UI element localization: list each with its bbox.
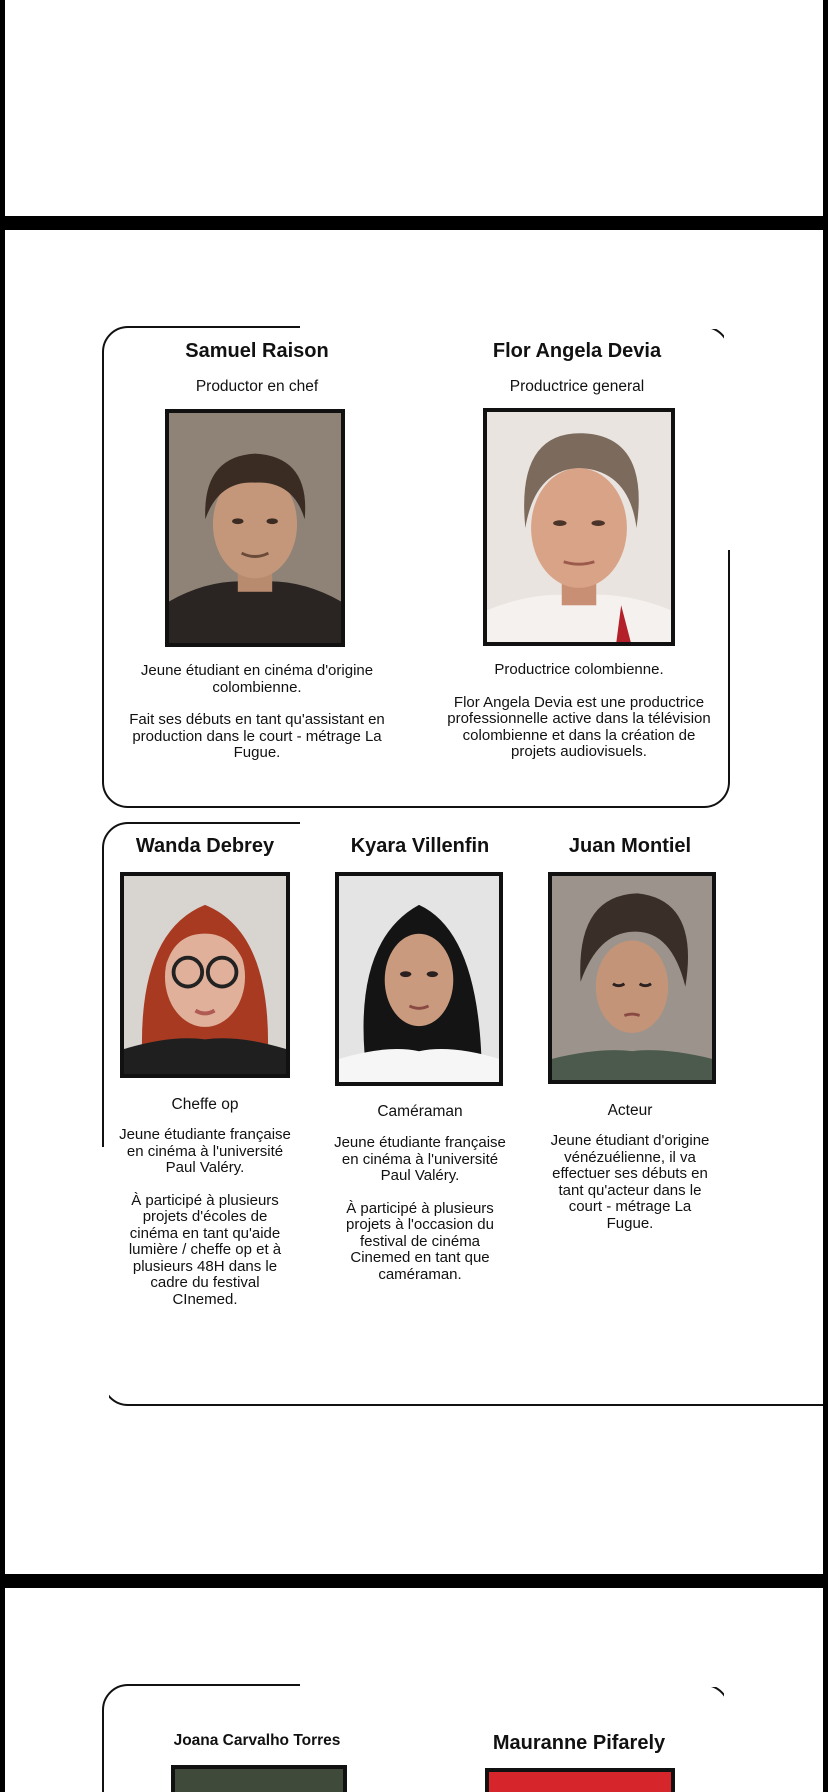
bio-paragraph: À participé à plusieurs projets à l'occasion du festival de cinéma Cinemed en tant que caméraman. xyxy=(346,1199,494,1283)
member-role: Cheffe op xyxy=(171,1096,239,1113)
member-photo xyxy=(171,1765,347,1792)
member-name: Joana Carvalho Torres xyxy=(173,1732,341,1749)
member-role: Productor en chef xyxy=(195,378,319,395)
member-photo xyxy=(165,409,345,647)
member-name: Wanda Debrey xyxy=(135,835,275,857)
previous-section-panel xyxy=(5,0,823,216)
bio-paragraph: Jeune étudiante française en cinéma à l'université Paul Valéry. xyxy=(119,1126,291,1176)
bio-paragraph: À participé à plusieurs projets d'écoles de cinéma en tant qu'aide lumière / cheffe op et à plusieurs 48H dans le cadre du festival CInemed. xyxy=(128,1191,282,1308)
portrait-image xyxy=(552,876,712,1080)
portrait-image xyxy=(169,413,341,643)
bio-paragraph: Jeune étudiante française en cinéma à l'université Paul Valéry. xyxy=(334,1134,506,1184)
member-role: Acteur xyxy=(607,1102,653,1119)
member-name: Kyara Villenfin xyxy=(350,835,490,857)
bio-paragraph: Flor Angela Devia est une productrice professionnelle active dans la télévision colombienne et dans la création de projets audiovisuels. xyxy=(447,693,711,760)
member-bio xyxy=(117,663,397,778)
portrait-image xyxy=(339,876,499,1082)
bio-paragraph: Fait ses débuts en tant qu'assistant en production dans le court - métrage La Fugue. xyxy=(129,711,385,761)
member-name: Mauranne Pifarely xyxy=(492,1732,666,1754)
portrait-image xyxy=(175,1769,343,1792)
member-name: Juan Montiel xyxy=(568,835,692,857)
member-photo xyxy=(120,872,290,1078)
member-name: Samuel Raison xyxy=(185,340,329,362)
member-name: Flor Angela Devia xyxy=(492,340,662,362)
next-section-panel xyxy=(5,1588,823,1792)
member-role: Caméraman xyxy=(377,1103,463,1120)
portrait-image xyxy=(489,1772,671,1792)
member-bio xyxy=(439,662,719,777)
member-photo xyxy=(548,872,716,1084)
portrait-image xyxy=(487,412,671,642)
member-bio xyxy=(117,1127,293,1324)
member-bio xyxy=(545,1133,715,1248)
bio-paragraph: Jeune étudiant d'origine vénézuélienne, il va effectuer ses débuts en tant qu'acteur dans le court - métrage La Fugue. xyxy=(550,1132,710,1232)
portrait-image xyxy=(124,876,286,1074)
team-section-panel xyxy=(5,230,823,1574)
member-photo xyxy=(483,408,675,646)
bio-paragraph: Jeune étudiant en cinéma d'origine colombienne. xyxy=(140,662,374,696)
member-bio xyxy=(333,1135,507,1299)
member-role: Productrice general xyxy=(509,378,645,395)
member-photo xyxy=(485,1768,675,1792)
member-photo xyxy=(335,872,503,1086)
bio-paragraph: Productrice colombienne. xyxy=(494,661,664,678)
